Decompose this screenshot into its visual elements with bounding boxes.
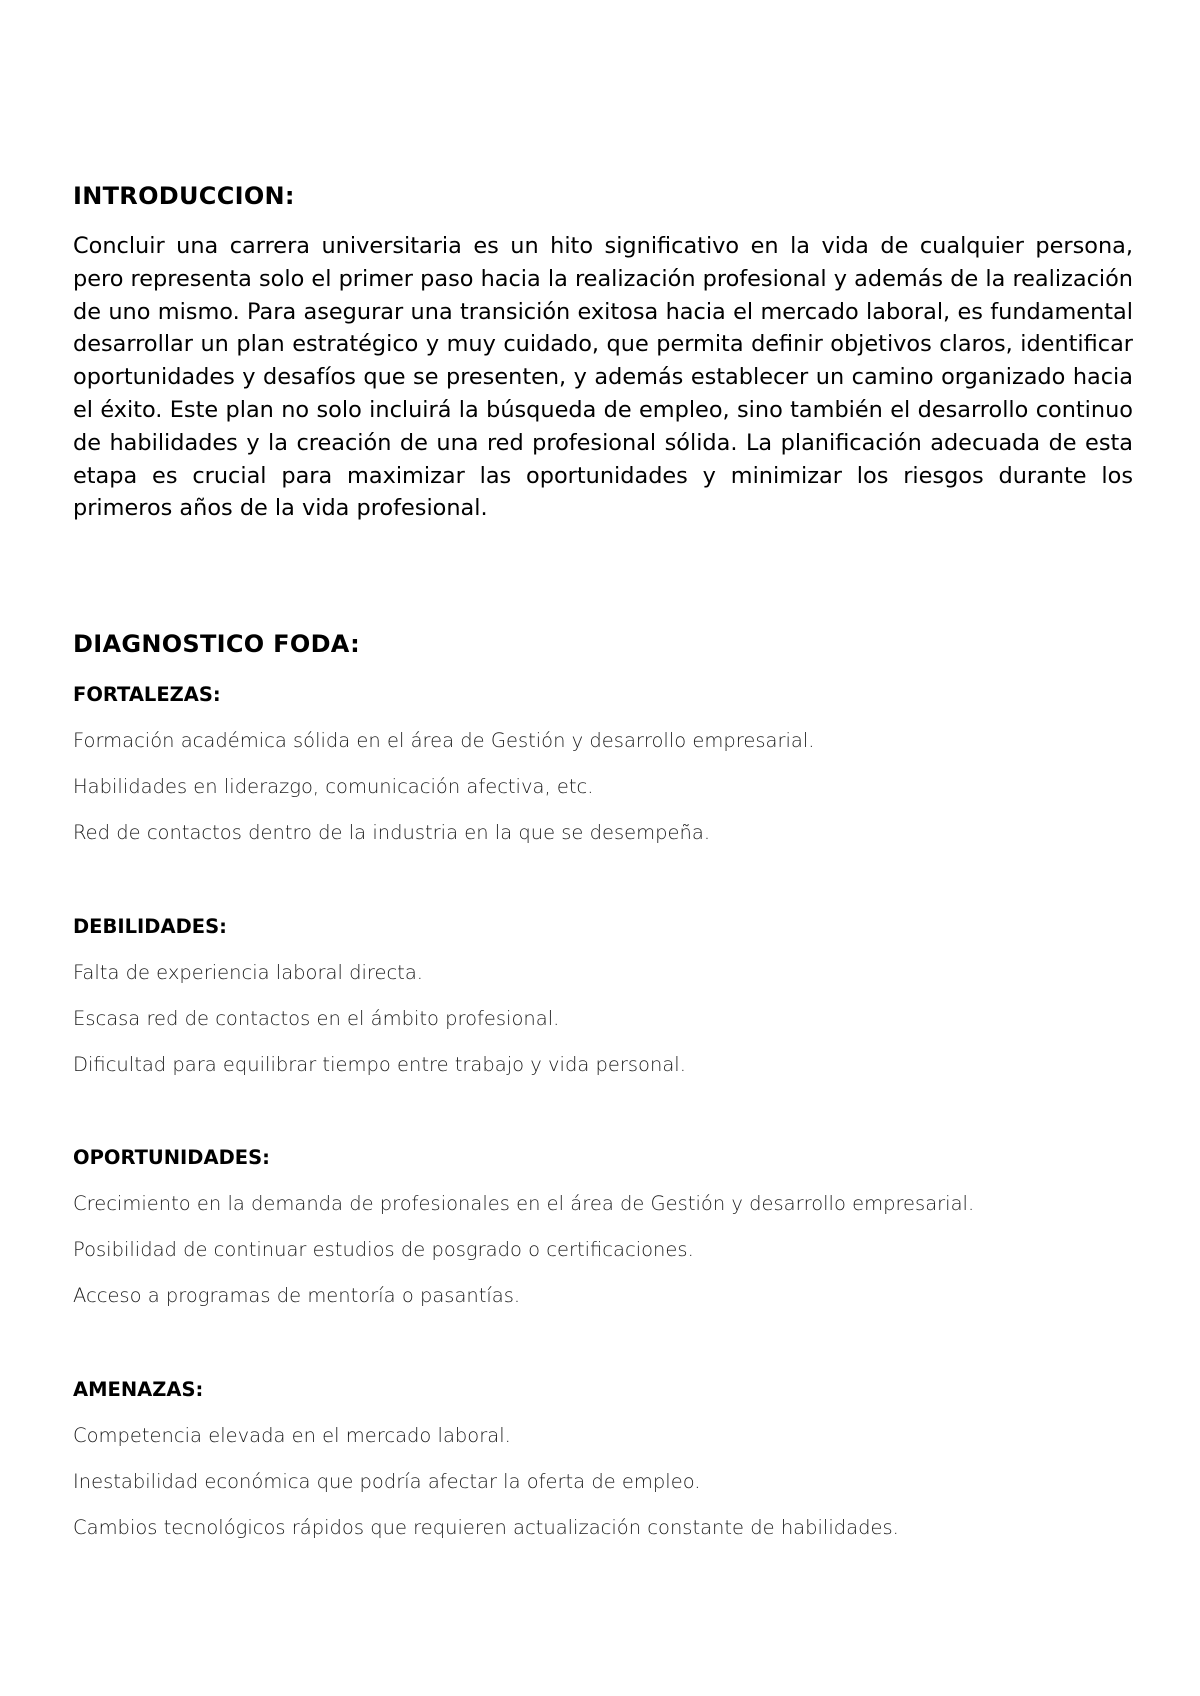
fortalezas-title: FORTALEZAS: [73,683,221,706]
list-item: Competencia elevada en el mercado laboral. [73,1424,511,1447]
oportunidades-list [73,1192,1133,1308]
list-item: Habilidades en liderazgo, comunicación afectiva, etc. [73,775,594,798]
debilidades-list [73,961,1133,1077]
list-item: Dificultad para equilibrar tiempo entre trabajo y vida personal. [73,1053,686,1076]
introduction-paragraph: Concluir una carrera universitaria es un hito significativo en la vida de cualquier persona, pero representa solo el primer paso hacia la realización profesional y además de la realización de uno mismo. Para asegurar una transición exitosa hacia el mercado laboral, es fundamental desarrollar un plan estratégico y muy cuidado, que permita definir objetivos claros, identificar oportunidades y desafíos que se presenten, y además establecer un camino organizado hacia el éxito. Este plan no solo incluirá la búsqueda de empleo, sino también el desarrollo continuo de habilidades y la creación de una red profesional sólida. La planificación adecuada de esta etapa es crucial para maximizar las oportunidades y minimizar los riesgos durante los primeros años de la vida profesional. [73,233,1133,522]
oportunidades-title: OPORTUNIDADES: [73,1146,270,1169]
debilidades-section [73,915,1133,1077]
list-item: Red de contactos dentro de la industria en la que se desempeña. [73,821,711,844]
fortalezas-list [73,729,1133,845]
fortalezas-section [73,683,1133,845]
oportunidades-section [73,1146,1133,1308]
amenazas-section [73,1378,1133,1540]
introduction-heading: INTRODUCCION: [73,182,295,210]
amenazas-title: AMENAZAS: [73,1378,204,1401]
list-item: Falta de experiencia laboral directa. [73,961,423,984]
amenazas-list [73,1424,1133,1540]
list-item: Posibilidad de continuar estudios de posgrado o certificaciones. [73,1238,694,1261]
list-item: Cambios tecnológicos rápidos que requieren actualización constante de habilidades. [73,1516,899,1539]
list-item: Formación académica sólida en el área de Gestión y desarrollo empresarial. [73,729,815,752]
list-item: Crecimiento en la demanda de profesionales en el área de Gestión y desarrollo empresarial. [73,1192,975,1215]
list-item: Escasa red de contactos en el ámbito profesional. [73,1007,560,1030]
list-item: Acceso a programas de mentoría o pasantías. [73,1284,521,1307]
debilidades-title: DEBILIDADES: [73,915,227,938]
list-item: Inestabilidad económica que podría afectar la oferta de empleo. [73,1470,701,1493]
foda-heading: DIAGNOSTICO FODA: [73,630,361,658]
